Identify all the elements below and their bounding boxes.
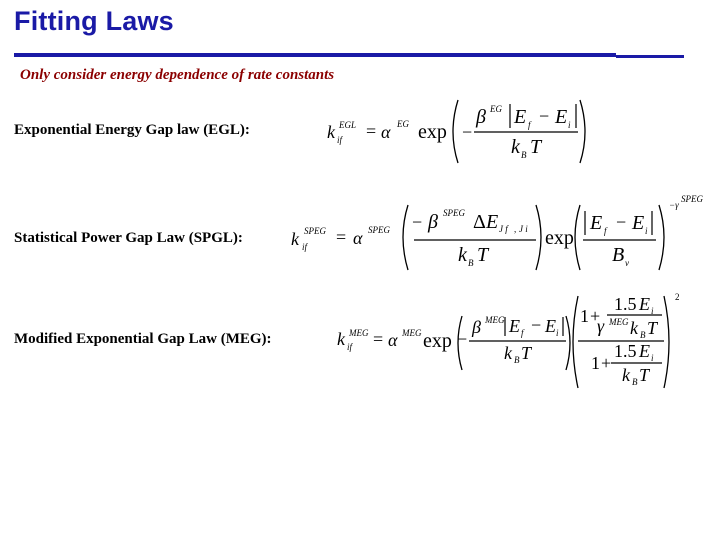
egl-eq: = [366,121,377,141]
spgl-beta: β [428,211,438,233]
meg-T: T [521,343,532,363]
spgl-Ei: E [632,212,645,234]
meg-kB: k [504,343,512,363]
meg-bot-kB: k [622,365,630,385]
egl-k-sup: EGL [339,120,357,130]
spgl-T: T [477,244,489,266]
egl-minus2: − [539,106,550,126]
spgl-Ji: J i [519,224,528,234]
spgl-lparen2 [575,205,580,270]
egl-equation [327,100,585,163]
meg-label: Modified Exponential Gap Law (MEG): [14,331,272,347]
spgl-Delta: Δ [473,211,486,233]
meg-top-E: E [639,294,650,314]
egl-Ei-sub: i [568,120,571,130]
spgl-k-sub: if [302,242,308,252]
meg-rparen [566,316,570,370]
spgl-lparen1 [403,205,408,270]
meg-top-kB-sub: B [640,330,646,340]
meg-top-1p5: 1.5 [614,294,637,314]
egl-Ei: E [555,106,568,128]
meg-Ei: E [545,316,556,336]
meg-Ei-sub: i [556,328,559,338]
meg-power: 2 [675,292,680,302]
spgl-B: B [612,244,625,266]
egl-k-sub: if [337,135,343,145]
spgl-minus: − [412,212,423,232]
egl-alpha-sup: EG [397,119,409,129]
spgl-exponent-sup: SPEG [681,194,703,204]
egl-lparen [453,100,458,163]
spgl-comma: , [514,224,517,234]
egl-beta: β [476,106,486,128]
meg-alpha: α [388,330,398,350]
meg-eq: = [373,329,384,349]
spgl-E: E [486,211,499,233]
meg-big-lparen [573,296,578,388]
egl-label: Exponential Energy Gap law (EGL): [14,122,250,138]
spgl-equation [291,194,703,270]
meg-minus2: − [531,315,542,335]
meg-one-top: 1 [580,306,589,326]
spgl-alpha-sup: SPEG [368,225,390,235]
spgl-rparen2 [659,205,664,270]
spgl-k-sup: SPEG [304,226,326,236]
spgl-Ei-sub: i [645,226,648,236]
meg-beta: β [472,317,481,337]
spgl-Ef-sub: f [604,226,607,236]
meg-equation [337,292,680,388]
meg-bot-1p5: 1.5 [614,341,637,361]
spgl-kB-sub: B [468,258,474,268]
spgl-exp: exp [545,227,574,249]
meg-gamma: γ [597,316,605,336]
meg-bot-E: E [639,341,650,361]
spgl-Ef: E [590,212,603,234]
spgl-alpha: α [353,228,363,248]
meg-plus-bot: + [601,353,612,373]
meg-k-sup: MEG [349,328,369,338]
meg-Ef-sub: f [521,328,524,338]
meg-Ef: E [509,316,520,336]
meg-alpha-sup: MEG [402,328,422,338]
spgl-k: k [291,229,299,249]
egl-T: T [530,136,542,158]
meg-bot-E-sub: i [651,353,654,363]
spgl-beta-sup: SPEG [443,208,465,218]
meg-kB-sub: B [514,355,520,365]
egl-exp: exp [418,121,447,143]
meg-bot-kB-sub: B [632,377,638,387]
meg-minus: − [457,329,468,349]
meg-k-sub: if [347,342,353,352]
spgl-B-sub: ν [625,258,629,268]
egl-minus: − [462,122,473,142]
slide-subtitle: Only consider energy dependence of rate constants [20,67,335,83]
egl-k: k [327,122,335,142]
meg-exp: exp [423,330,452,352]
egl-alpha: α [381,122,391,142]
meg-top-T: T [647,318,658,338]
meg-one-bot: 1 [591,353,600,373]
spgl-kB: k [458,244,467,266]
meg-gamma-sup: MEG [609,317,629,327]
egl-Ef-sub: f [528,120,531,130]
spgl-rparen1 [536,205,541,270]
egl-rparen [580,100,585,163]
egl-Ef: E [514,106,527,128]
egl-beta-sup: EG [490,104,502,114]
spgl-minus2: − [616,212,627,232]
spgl-eq: = [336,227,347,247]
egl-kB-sub: B [521,150,527,160]
slide-title: Fitting Laws [14,6,174,36]
spgl-Jf: J f [499,224,508,234]
meg-bot-T: T [639,365,650,385]
meg-k: k [337,329,345,349]
egl-kB: k [511,136,520,158]
meg-big-rparen [664,296,669,388]
meg-top-kB: k [630,318,638,338]
spgl-label: Statistical Power Gap Law (SPGL): [14,230,243,246]
meg-top-E-sub: i [651,306,654,316]
spgl-exponent: −γ [669,200,679,210]
meg-beta-sup: MEG [485,315,505,325]
meg-plus-top: + [590,306,601,326]
